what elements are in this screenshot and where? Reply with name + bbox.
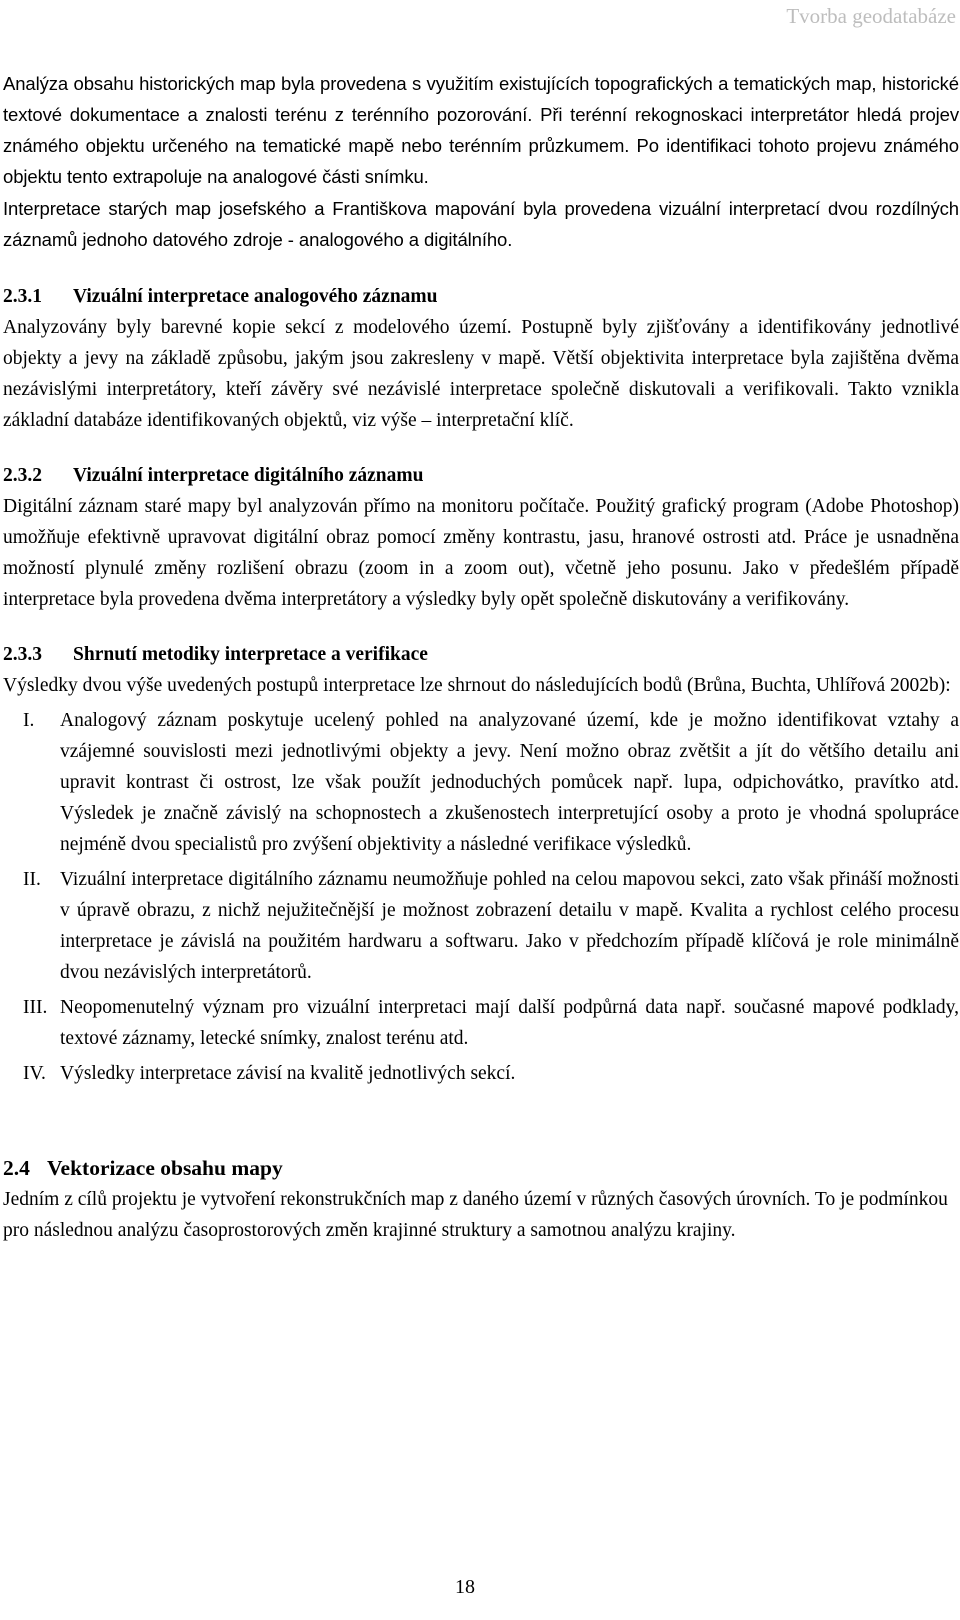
list-item xyxy=(3,1058,959,1089)
section-number: 2.3.1 xyxy=(3,286,42,307)
page-number: 18 xyxy=(455,1576,475,1598)
list-item-text: Výsledky interpretace závisí na kvalitě jednotlivých sekcí. xyxy=(60,1063,516,1084)
section-2-3-1-heading xyxy=(3,281,959,312)
section-2-3-3-text: Výsledky dvou výše uvedených postupů interpretace lze shrnout do následujících bodů (Brůna, Buchta, Uhlířová 2002b): xyxy=(3,675,951,696)
section-number: 2.3.2 xyxy=(3,465,42,486)
list-item xyxy=(3,864,959,988)
page-body xyxy=(3,68,959,1246)
list-item-text: Neopomenutelný význam pro vizuální interpretaci mají další podpůrná data např. současné mapové podklady, textové záznamy, letecké snímky, znalost terénu atd. xyxy=(60,997,959,1049)
section-number: 2.3.3 xyxy=(3,644,42,665)
list-item-marker: IV. xyxy=(23,1063,46,1084)
section-2-3-1-text: Analyzovány byly barevné kopie sekcí z modelového území. Postupně byly zjišťovány a identifikovány jednotlivé objekty a jevy na základě způsobu, jakým jsou zakresleny v mapě. Větší objektivita interpretace byla zajištěna dvěma nezávislými interpretátory, kteří závěry své nezávislé interpretace společně diskutovali a verifikovali. Takto vznikla základní databáze identifikovaných objektů, viz výše – interpretační klíč. xyxy=(3,317,959,431)
list-item-text: Vizuální interpretace digitálního záznamu neumožňuje pohled na celou mapovou sekci, zato však přináší možnosti v úpravě obrazu, z nichž nejužitečnější je možnost zobrazení detailu v mapě. Kvalita a rychlost celého procesu interpretace je závislá na použitém hardwaru a softwaru. Jako v předchozím případě klíčová je role minimálně dvou nezávislých interpretátorů. xyxy=(60,869,959,983)
section-number: 2.4 xyxy=(3,1156,30,1180)
intro-paragraph-1: Analýza obsahu historických map byla provedena s využitím existujících topografických a tematických map, historické textové dokumentace a znalosti terénu z terénního pozorování. Při terénní rekognoskaci interpretátor hledá projev známého objektu určeného na tematické mapě nebo terénním průzkumem. Po identifikaci tohoto projevu známého objektu tento extrapoluje na analogové části snímku. xyxy=(3,73,959,187)
section-2-3-2-heading xyxy=(3,460,959,491)
list-item-marker: I. xyxy=(23,710,35,731)
running-header: Tvorba geodatabáze xyxy=(786,4,956,28)
list-item xyxy=(3,992,959,1054)
section-2-4-text: Jedním z cílů projektu je vytvoření rekonstrukčních map z daného území v různých časových úrovních. To je podmínkou pro následnou analýzu časoprostorových změn krajinné struktury a samotnou analýzu krajiny. xyxy=(3,1189,948,1241)
summary-list xyxy=(3,705,959,1089)
list-item-text: Analogový záznam poskytuje ucelený pohled na analyzované území, kde je možno identifikovat vztahy a vzájemné souvislosti mezi jednotlivými objekty a jevy. Není možno obraz zvětšit a jít do většího detailu ani upravit kontrast či ostrost, lze však použít jednoduchých pomůcek např. lupa, odpichovátko, pravítko atd. Výsledek je značně závislý na schopnostech a zkušenostech interpretující osoby a proto je vhodná spolupráce nejméně dvou specialistů pro zvýšení objektivity a následné verifikace výsledků. xyxy=(60,710,959,855)
section-2-3-3-heading xyxy=(3,639,959,670)
list-item-marker: III. xyxy=(23,997,48,1018)
section-2-4-heading xyxy=(3,1153,959,1184)
section-title: Vizuální interpretace digitálního záznamu xyxy=(73,465,424,486)
intro-paragraph-2: Interpretace starých map josefského a Františkova mapování byla provedena vizuální interpretací dvou rozdílných záznamů jednoho datového zdroje - analogového a digitálního. xyxy=(3,198,959,250)
section-2-3-2-text: Digitální záznam staré mapy byl analyzován přímo na monitoru počítače. Použitý grafický program (Adobe Photoshop) umožňuje efektivně upravovat digitální obraz pomocí změny kontrastu, jasu, hranové ostrosti atd. Práce je usnadněna možností plynulé změny rozlišení obrazu (zoom in a zoom out), včetně jeho posunu. Jako v předešlém případě interpretace byla provedena dvěma interpretátory a výsledky byly opět společně diskutovány a verifikovány. xyxy=(3,496,959,610)
section-title: Shrnutí metodiky interpretace a verifikace xyxy=(73,644,428,665)
section-title: Vektorizace obsahu mapy xyxy=(47,1156,283,1180)
list-item xyxy=(3,705,959,860)
section-title: Vizuální interpretace analogového záznamu xyxy=(73,286,438,307)
list-item-marker: II. xyxy=(23,869,41,890)
